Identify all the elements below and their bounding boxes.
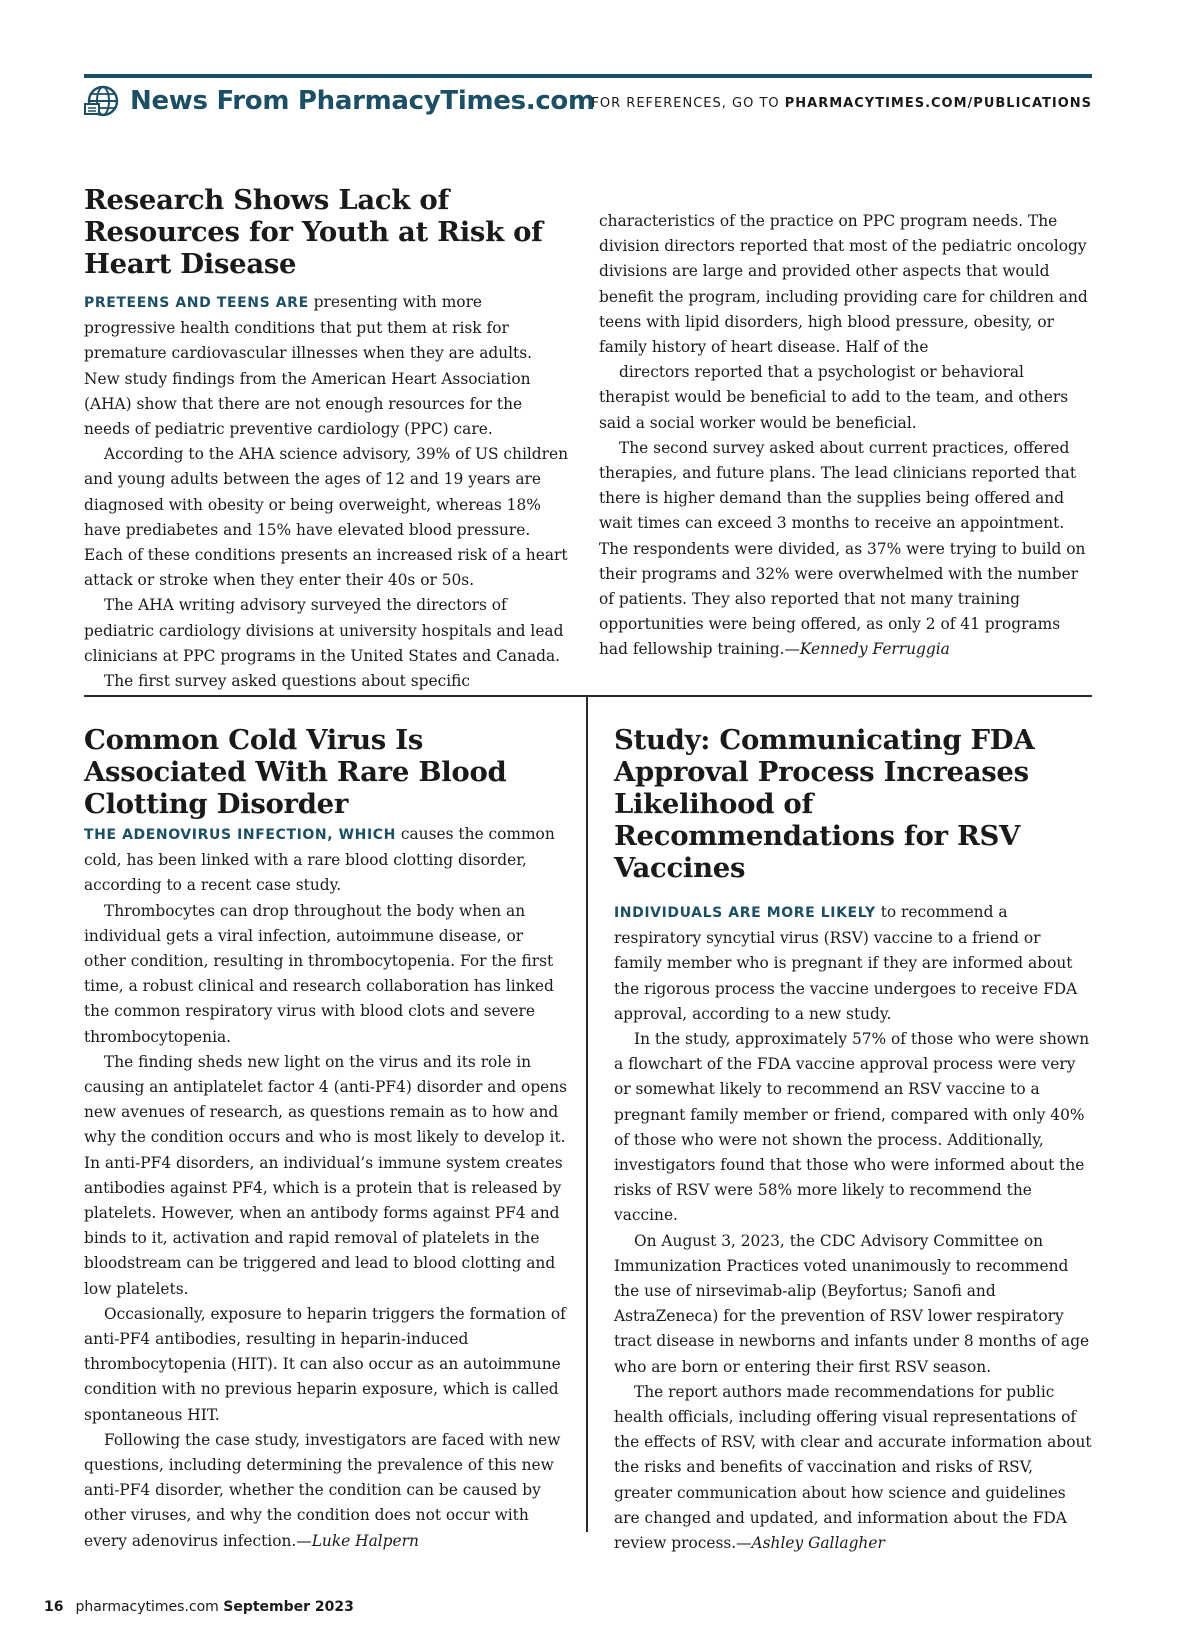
paragraph — [84, 290, 570, 442]
paragraph: According to the AHA science advisory, 39% of US children and young adults between the ages of 12 and 19 years are diagnosed with obesity or being overweight, whereas 18% have prediabetes and 15% have elevated blood pressure. Each of these conditions presents an increased risk of a heart attack or stroke when they enter their 40s or 50s. — [84, 445, 569, 590]
article-title: Common Cold Virus Is Associated With Rare Blood Clotting Disorder — [84, 724, 507, 820]
paragraph: In the study, approximately 57% of those who were shown a flowchart of the FDA vaccine approval process were very or somewhat likely to recommend an RSV vaccine to a pregnant family member or friend, compared with only 40% of those who were not shown the process. Additionally, investigators found that those who were informed about the risks of RSV were 58% more likely to recommend the vaccine. — [614, 1030, 1090, 1225]
paragraph: The AHA writing advisory surveyed the directors of pediatric cardiology divisions at university hospitals and lead clinicians at PPC programs in the United States and Canada. — [84, 596, 564, 665]
globe-icon — [84, 84, 122, 118]
paragraph — [84, 1428, 568, 1554]
references-note — [591, 96, 1092, 111]
paragraph-text: causes the common cold, has been linked with a rare blood clotting disorder, according to a recent case study. — [84, 825, 555, 895]
references-url: PHARMACYTIMES.COM/PUBLICATIONS — [784, 96, 1092, 111]
page-footer — [44, 1599, 354, 1615]
paragraph — [84, 822, 568, 899]
article-rsv-vaccines — [614, 724, 1092, 1556]
references-prefix: FOR REFERENCES, GO TO — [591, 96, 785, 111]
paragraph-text: The report authors made recommendations for public health officials, including offering visual representations of the effects of RSV, with clear and accurate information about the risks and benefits of vaccination and risks of RSV, greater communication about how science and guidelines are changed and updated, and information about the FDA review process.— — [614, 1382, 1092, 1553]
byline: Ashley Gallagher — [751, 1534, 885, 1553]
column-divider — [586, 696, 588, 1532]
brand — [84, 84, 595, 118]
paragraph-text: Following the case study, investigators are faced with new questions, including determining the prevalence of this new anti-PF4 disorder, whether the condition can be caused by other viruses, and why the condition does not occur with every adenovirus infection.— — [84, 1430, 561, 1550]
paragraph: The first survey asked questions about specific — [104, 672, 471, 691]
paragraph-text: The second survey asked about current practices, offered therapies, and future plans. The lead clinicians reported that there is higher demand than the supplies being offered and wait times can exceed 3 months to receive an appointment. The respondents were divided, as 37% were trying to build on their programs and 32% were overwhelmed with the number of patients. They also reported that not many training opportunities were being offered, as only 2 of 41 programs had fellowship training.— — [599, 438, 1086, 659]
paragraph: characteristics of the practice on PPC program needs. The division directors reported that most of the pediatric oncology divisions are large and provided other aspects that would benefit the program, including providing care for children and teens with lipid disorders, high blood pressure, obesity, or family history of heart disease. Half of the — [599, 212, 1088, 357]
article-heart-disease-continued — [599, 209, 1093, 663]
brand-title: News From PharmacyTimes.com — [130, 86, 595, 116]
paragraph: Thrombocytes can drop throughout the body when an individual gets a viral infection, autoimmune disease, or other condition, resulting in thrombocytopenia. For the first time, a robust clinical and research collaboration has linked the common respiratory virus with blood clots and severe thrombocytopenia. — [84, 901, 554, 1046]
paragraph-text: presenting with more progressive health conditions that put them at risk for premature cardiovascular illnesses when they are adults. New study findings from the American Heart Association (AHA) show that there are not enough resources for the needs of pediatric preventive cardiology (PPC) care. — [84, 293, 533, 439]
article-heart-disease — [84, 184, 570, 694]
header-rule — [84, 74, 1092, 78]
footer-issue: September 2023 — [223, 1599, 354, 1615]
paragraph: Occasionally, exposure to heparin triggers the formation of anti-PF4 antibodies, resulting in heparin-induced thrombocytopenia (HIT). It can also occur as an autoimmune condition with no previous heparin exposure, which is called spontaneous HIT. — [84, 1304, 566, 1424]
article-cold-virus — [84, 724, 568, 1554]
lead-in: PRETEENS AND TEENS ARE — [84, 295, 309, 311]
paragraph — [614, 900, 1092, 1027]
byline: Kennedy Ferruggia — [799, 640, 950, 659]
paragraph — [599, 436, 1093, 663]
lead-in: INDIVIDUALS ARE MORE LIKELY — [614, 905, 876, 921]
paragraph — [614, 1380, 1092, 1556]
section-divider — [84, 695, 1092, 697]
paragraph: The finding sheds new light on the virus and its role in causing an antiplatelet factor 4 (anti-PF4) disorder and opens new avenues of research, as questions remain as to how and why the condition occurs and who is most likely to develop it. In anti-PF4 disorders, an individual’s immune system creates antibodies against PF4, which is a protein that is released by platelets. However, when an antibody forms against PF4 and binds to it, activation and rapid removal of platelets in the bloodstream can be triggered and lead to blood clotting and low platelets. — [84, 1052, 568, 1298]
footer-site: pharmacytimes.com — [75, 1599, 224, 1615]
paragraph: directors reported that a psychologist or behavioral therapist would be beneficial to add to the team, and others said a social worker would be beneficial. — [599, 363, 1069, 432]
lead-in: THE ADENOVIRUS INFECTION, WHICH — [84, 827, 396, 843]
paragraph-text: to recommend a respiratory syncytial virus (RSV) vaccine to a friend or family member who is pregnant if they are informed about the rigorous process the vaccine undergoes to receive FDA approval, according to a new study. — [614, 903, 1078, 1023]
article-title: Research Shows Lack of Resources for Youth at Risk of Heart Disease — [84, 184, 543, 280]
page-number: 16 — [44, 1599, 64, 1615]
article-title: Study: Communicating FDA Approval Process Increases Likelihood of Recommendations for RSV Vaccines — [614, 724, 1035, 884]
paragraph: On August 3, 2023, the CDC Advisory Committee on Immunization Practices voted unanimously to recommend the use of nirsevimab-alip (Beyfortus; Sanofi and AstraZeneca) for the prevention of RSV lower respiratory tract disease in newborns and infants under 8 months of age who are born or entering their first RSV season. — [614, 1231, 1090, 1376]
byline: Luke Halpern — [311, 1531, 419, 1550]
